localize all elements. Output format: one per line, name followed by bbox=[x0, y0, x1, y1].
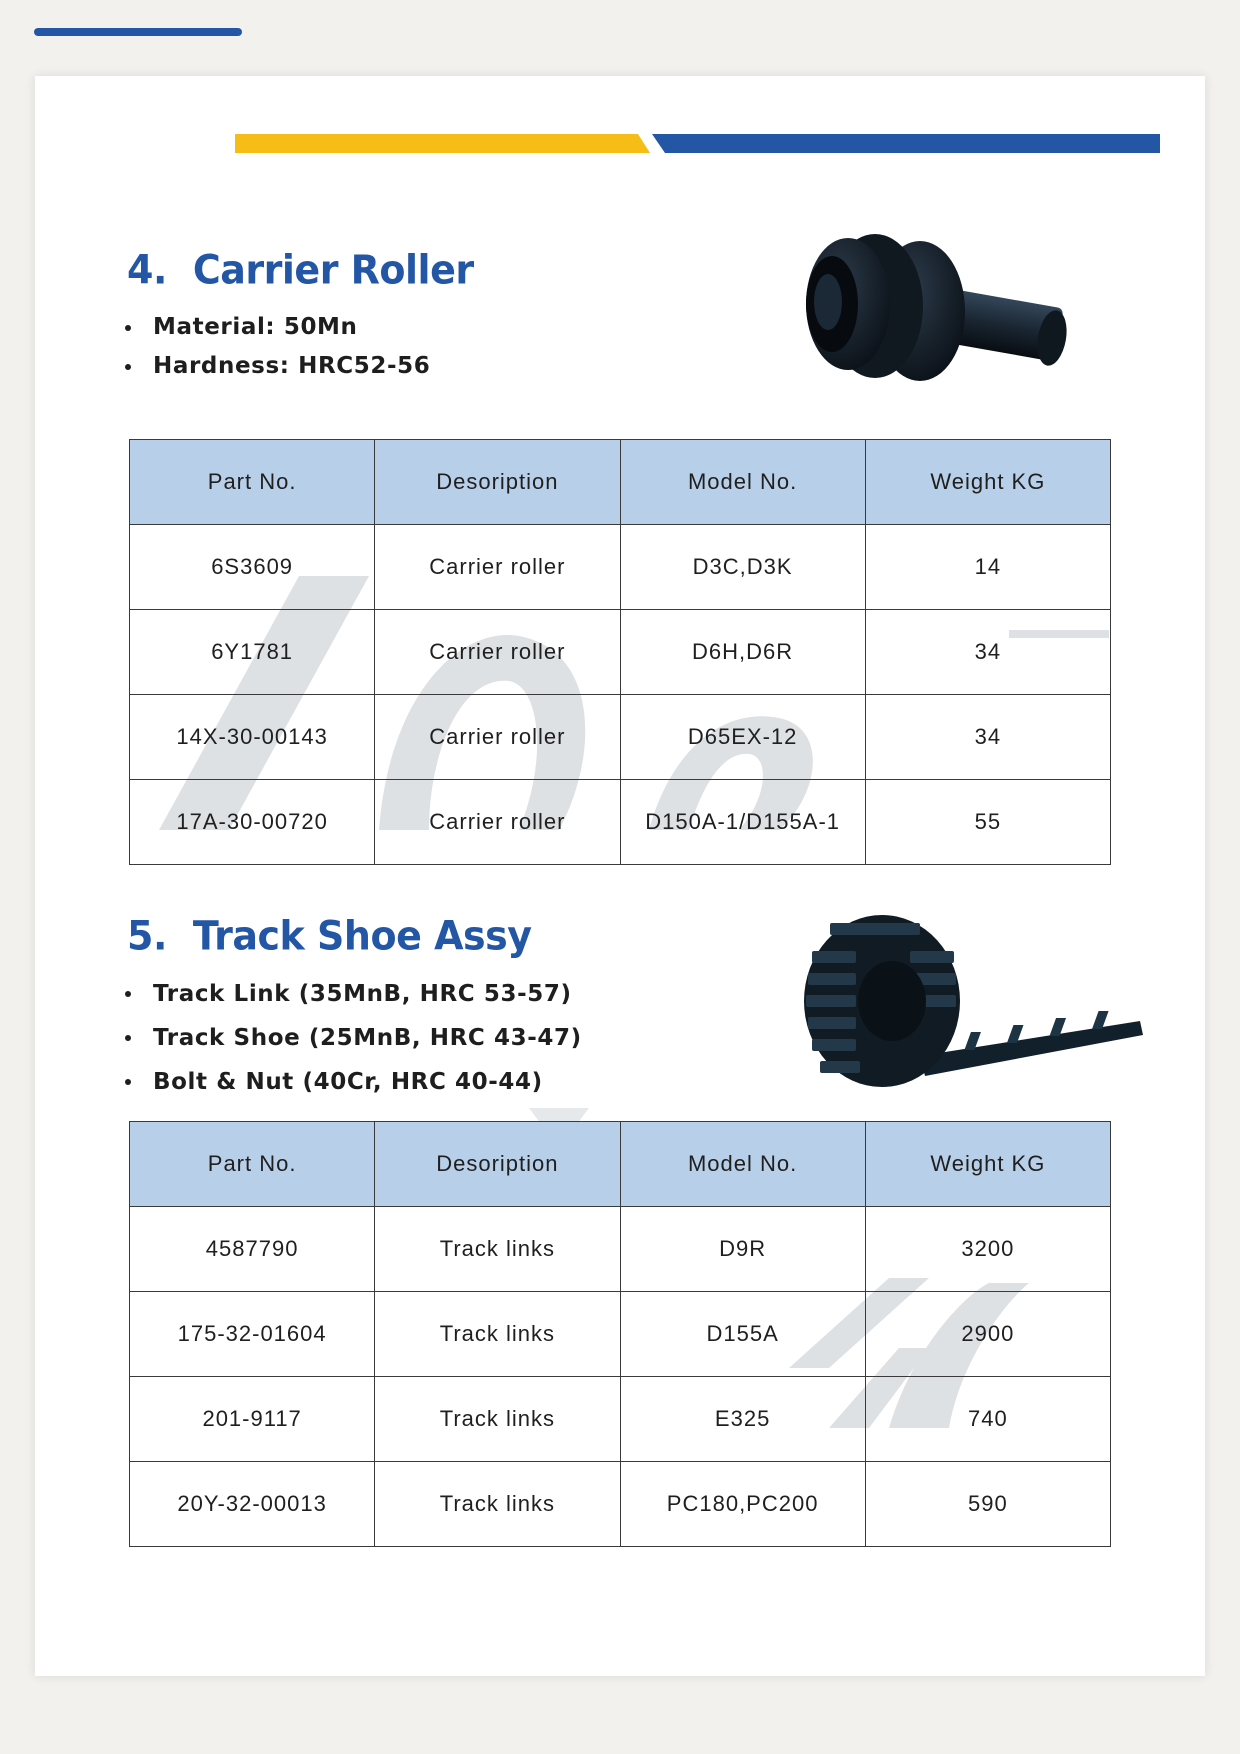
cell-model-no: D9R bbox=[620, 1207, 865, 1292]
section-title-carrier-roller bbox=[127, 247, 474, 293]
cell-part-no: 14X-30-00143 bbox=[130, 695, 375, 780]
cell-description: Carrier roller bbox=[375, 695, 620, 780]
spec-track-shoe: Track Shoe (25MnB, HRC 43-47) bbox=[123, 1016, 582, 1060]
section-heading: Carrier Roller bbox=[192, 246, 474, 294]
spec-hardness: Hardness: HRC52-56 bbox=[123, 347, 430, 386]
col-header-description: Desoription bbox=[375, 1122, 620, 1207]
col-header-model-no: Model No. bbox=[620, 440, 865, 525]
spec-material: Material: 50Mn bbox=[123, 308, 430, 347]
cell-weight: 14 bbox=[865, 525, 1110, 610]
spec-track-link: Track Link (35MnB, HRC 53-57) bbox=[123, 972, 582, 1016]
table-row bbox=[130, 1207, 1111, 1292]
cell-part-no: 175-32-01604 bbox=[130, 1292, 375, 1377]
cell-model-no: E325 bbox=[620, 1377, 865, 1462]
carrier-roller-table bbox=[129, 439, 1111, 865]
cell-description: Track links bbox=[375, 1377, 620, 1462]
cell-description: Track links bbox=[375, 1292, 620, 1377]
cell-part-no: 17A-30-00720 bbox=[130, 780, 375, 865]
cell-weight: 590 bbox=[865, 1462, 1110, 1547]
section-heading: Track Shoe Assy bbox=[192, 912, 532, 960]
table-row bbox=[130, 1292, 1111, 1377]
cell-description: Carrier roller bbox=[375, 525, 620, 610]
cell-part-no: 20Y-32-00013 bbox=[130, 1462, 375, 1547]
table-row bbox=[130, 695, 1111, 780]
table-row bbox=[130, 780, 1111, 865]
col-header-part-no: Part No. bbox=[130, 440, 375, 525]
cell-description: Carrier roller bbox=[375, 780, 620, 865]
cell-model-no: D65EX-12 bbox=[620, 695, 865, 780]
col-header-weight: Weight KG bbox=[865, 1122, 1110, 1207]
top-accent-rule bbox=[34, 28, 242, 36]
header-color-band bbox=[35, 76, 1205, 166]
col-header-weight: Weight KG bbox=[865, 440, 1110, 525]
cell-weight: 2900 bbox=[865, 1292, 1110, 1377]
track-shoe-specs bbox=[123, 972, 582, 1104]
section-title-track-shoe bbox=[127, 913, 532, 959]
track-chain-photo bbox=[800, 911, 1145, 1091]
cell-model-no: D3C,D3K bbox=[620, 525, 865, 610]
cell-weight: 740 bbox=[865, 1377, 1110, 1462]
cell-model-no: D6H,D6R bbox=[620, 610, 865, 695]
table-header-row bbox=[130, 440, 1111, 525]
col-header-part-no: Part No. bbox=[130, 1122, 375, 1207]
cell-weight: 34 bbox=[865, 610, 1110, 695]
table-header-row bbox=[130, 1122, 1111, 1207]
cell-weight: 55 bbox=[865, 780, 1110, 865]
section-number: 5. bbox=[127, 912, 167, 960]
col-header-description: Desoription bbox=[375, 440, 620, 525]
cell-model-no: D155A bbox=[620, 1292, 865, 1377]
cell-description: Track links bbox=[375, 1462, 620, 1547]
cell-part-no: 4587790 bbox=[130, 1207, 375, 1292]
carrier-roller-photo bbox=[770, 226, 1110, 396]
cell-weight: 34 bbox=[865, 695, 1110, 780]
table-row bbox=[130, 1462, 1111, 1547]
table-row bbox=[130, 1377, 1111, 1462]
cell-part-no: 6Y1781 bbox=[130, 610, 375, 695]
track-shoe-table bbox=[129, 1121, 1111, 1547]
cell-model-no: PC180,PC200 bbox=[620, 1462, 865, 1547]
cell-description: Carrier roller bbox=[375, 610, 620, 695]
cell-part-no: 6S3609 bbox=[130, 525, 375, 610]
table-row bbox=[130, 525, 1111, 610]
section-number: 4. bbox=[127, 246, 167, 294]
cell-model-no: D150A-1/D155A-1 bbox=[620, 780, 865, 865]
table-row bbox=[130, 610, 1111, 695]
cell-part-no: 201-9117 bbox=[130, 1377, 375, 1462]
carrier-roller-specs bbox=[123, 308, 430, 386]
cell-description: Track links bbox=[375, 1207, 620, 1292]
cell-weight: 3200 bbox=[865, 1207, 1110, 1292]
spec-bolt-nut: Bolt & Nut (40Cr, HRC 40-44) bbox=[123, 1060, 582, 1104]
col-header-model-no: Model No. bbox=[620, 1122, 865, 1207]
catalog-page bbox=[35, 76, 1205, 1676]
